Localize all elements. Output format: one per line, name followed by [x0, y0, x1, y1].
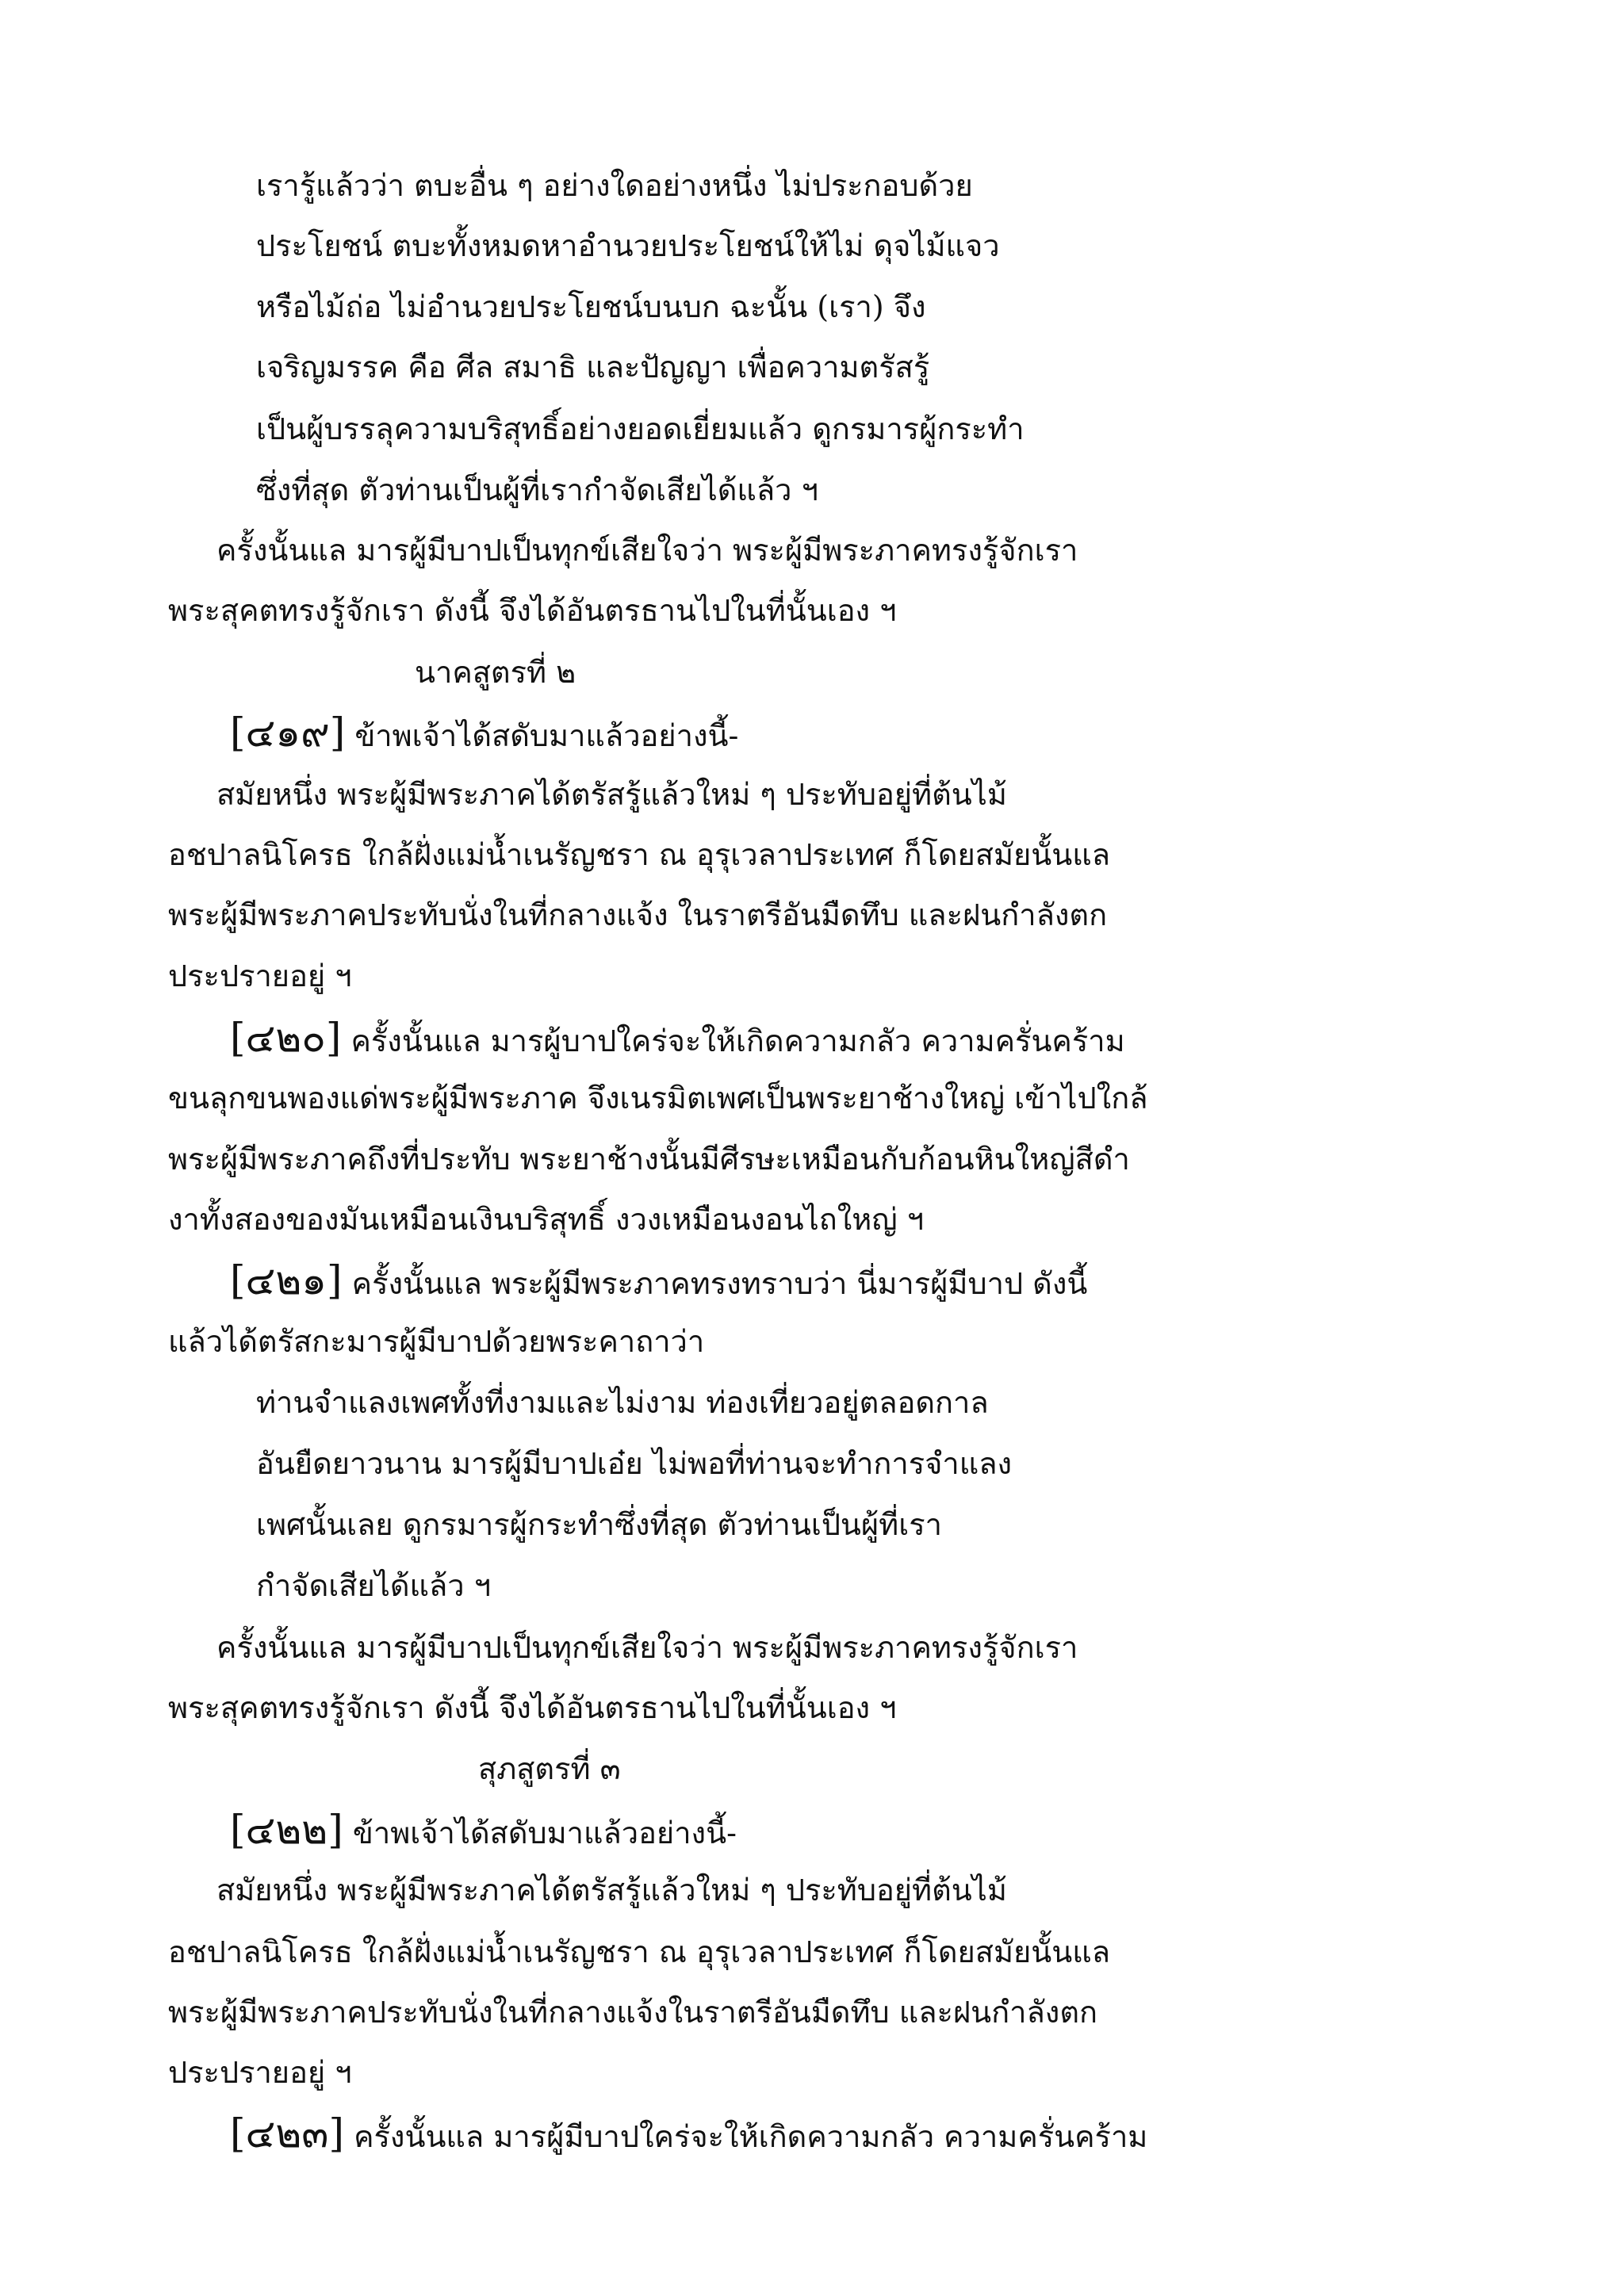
paragraph-text: ครั้งนั้นแล มารผู้มีบาปใคร่จะให้เกิดความกลัว ความครั่นคร้าม: [354, 2119, 1148, 2154]
verse-line: เป็นผู้บรรลุความบริสุทธิ์อย่างยอดเยี่ยมแล้ว ดูกรมารผู้กระทำ: [256, 411, 1025, 446]
section-heading: สุภสูตรที่ ๓: [478, 1751, 621, 1786]
verse-line: ท่านจำแลงเพศทั้งที่งามและไม่งาม ท่องเที่ยวอยู่ตลอดกาล: [256, 1385, 989, 1420]
verse-line: เจริญมรรค คือ ศีล สมาธิ และปัญญา เพื่อความตรัสรู้: [256, 350, 930, 385]
paragraph-line: ประปรายอยู่ ฯ: [168, 2055, 352, 2090]
paragraph-419: [230, 702, 738, 763]
paragraph-number: [๔๑๙]: [230, 710, 346, 756]
paragraph-number: [๔๒๒]: [230, 1807, 343, 1853]
section-heading: นาคสูตรที่ ๒: [415, 655, 576, 690]
paragraph-number: [๔๒๓]: [230, 2110, 344, 2156]
paragraph-line: พระผู้มีพระภาคประทับนั่งในที่กลางแจ้ง ในราตรีอันมืดทึบ และฝนกำลังตก: [168, 897, 1108, 932]
paragraph-423: [230, 2103, 1147, 2164]
paragraph-line: ครั้งนั้นแล มารผู้มีบาปเป็นทุกข์เสียใจว่า พระผู้มีพระภาคทรงรู้จักเรา: [216, 1630, 1078, 1665]
verse-line: เพศนั้นเลย ดูกรมารผู้กระทำซึ่งที่สุด ตัวท่านเป็นผู้ที่เรา: [256, 1507, 942, 1542]
paragraph-number: [๔๒๐]: [230, 1015, 342, 1061]
verse-line: กำจัดเสียได้แล้ว ฯ: [256, 1568, 492, 1603]
paragraph-line: สมัยหนึ่ง พระผู้มีพระภาคได้ตรัสรู้แล้วใหม่ ๆ ประทับอยู่ที่ต้นไม้: [216, 1873, 1007, 1908]
paragraph-text: ข้าพเจ้าได้สดับมาแล้วอย่างนี้-: [354, 718, 739, 753]
paragraph-420: [230, 1008, 1125, 1068]
paragraph-number: [๔๒๑]: [230, 1257, 343, 1303]
paragraph-text: ข้าพเจ้าได้สดับมาแล้วอย่างนี้-: [352, 1816, 737, 1850]
verse-line: ซึ่งที่สุด ตัวท่านเป็นผู้ที่เรากำจัดเสียได้แล้ว ฯ: [256, 473, 818, 507]
paragraph-line: ประปรายอยู่ ฯ: [168, 959, 352, 993]
paragraph-line: ขนลุกขนพองแด่พระผู้มีพระภาค จึงเนรมิตเพศเป็นพระยาช้างใหญ่ เข้าไปใกล้: [168, 1081, 1148, 1115]
paragraph-line: พระผู้มีพระภาคถึงที่ประทับ พระยาช้างนั้นมีศีรษะเหมือนกับก้อนหินใหญ่สีดำ: [168, 1142, 1130, 1177]
paragraph-line: อชปาลนิโครธ ใกล้ฝั่งแม่น้ำเนรัญชรา ณ อุรุเวลาประเทศ ก็โดยสมัยนั้นแล: [168, 1934, 1111, 1969]
paragraph-422: [230, 1800, 737, 1860]
paragraph-line: อชปาลนิโครธ ใกล้ฝั่งแม่น้ำเนรัญชรา ณ อุรุเวลาประเทศ ก็โดยสมัยนั้นแล: [168, 837, 1111, 872]
paragraph-line: พระสุคตทรงรู้จักเรา ดังนี้ จึงได้อันตรธานไปในที่นั้นเอง ฯ: [168, 1690, 897, 1725]
paragraph-line: แล้วได้ตรัสกะมารผู้มีบาปด้วยพระคาถาว่า: [168, 1324, 705, 1359]
paragraph-line: พระสุคตทรงรู้จักเรา ดังนี้ จึงได้อันตรธานไปในที่นั้นเอง ฯ: [168, 593, 897, 628]
verse-line: อันยืดยาวนาน มารผู้มีบาปเอ๋ย ไม่พอที่ท่านจะทำการจำแลง: [256, 1446, 1013, 1481]
paragraph-line: สมัยหนึ่ง พระผู้มีพระภาคได้ตรัสรู้แล้วใหม่ ๆ ประทับอยู่ที่ต้นไม้: [216, 777, 1007, 812]
paragraph-text: ครั้งนั้นแล พระผู้มีพระภาคทรงทราบว่า นี่มารผู้มีบาป ดังนี้: [351, 1266, 1088, 1301]
verse-line: หรือไม้ถ่อ ไม่อำนวยประโยชน์บนบก ฉะนั้น (เรา) จึง: [256, 289, 926, 324]
paragraph-text: ครั้งนั้นแล มารผู้บาปใคร่จะให้เกิดความกลัว ความครั่นคร้าม: [350, 1024, 1125, 1058]
verse-line: ประโยชน์ ตบะทั้งหมดหาอำนวยประโยชน์ให้ไม่ ดุจไม้แจว: [256, 228, 1000, 263]
paragraph-421: [230, 1250, 1087, 1311]
verse-line: เรารู้แล้วว่า ตบะอื่น ๆ อย่างใดอย่างหนึ่ง ไม่ประกอบด้วย: [256, 168, 973, 203]
paragraph-line: พระผู้มีพระภาคประทับนั่งในที่กลางแจ้งในราตรีอันมืดทึบ และฝนกำลังตก: [168, 1995, 1098, 2030]
paragraph-line: งาทั้งสองของมันเหมือนเงินบริสุทธิ์ งวงเหมือนงอนไถใหญ่ ฯ: [168, 1202, 925, 1237]
paragraph-line: ครั้งนั้นแล มารผู้มีบาปเป็นทุกข์เสียใจว่า พระผู้มีพระภาคทรงรู้จักเรา: [216, 533, 1078, 568]
